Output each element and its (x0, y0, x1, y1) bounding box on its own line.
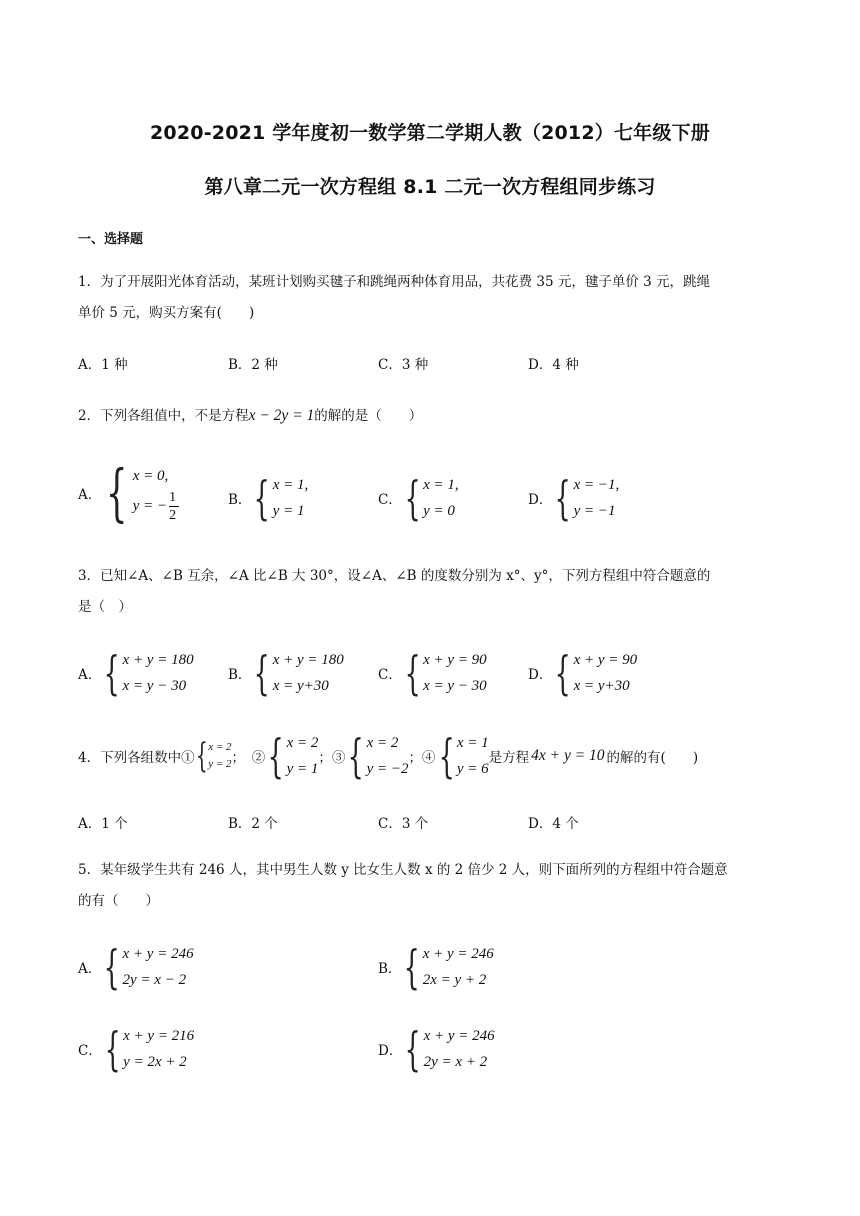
q4-option-d: D．4 个 (528, 816, 579, 832)
q5-option-c (78, 1023, 194, 1075)
equation-line: 2y = x − 2 (122, 972, 187, 988)
brace-icon: { (254, 646, 271, 700)
equation-line: x + y = 90 (573, 652, 638, 668)
q4-system-2 (287, 730, 319, 782)
equation-line: x + y = 216 (123, 1028, 195, 1044)
document-subtitle: 第八章二元一次方程组 8.1 二元一次方程组同步练习 (204, 176, 656, 198)
q3-option-c-system (423, 647, 487, 699)
q4-stem-prefix: 4．下列各组数中① (78, 750, 195, 766)
brace-icon: { (103, 940, 120, 994)
q4-mid: 是方程 (488, 750, 530, 766)
q1-stem-line2: 单价 5 元，购买方案有( ) (78, 305, 255, 321)
equation-line: x = 2 (366, 735, 399, 751)
q4-system-4 (457, 730, 489, 782)
equation-line: x + y = 246 (122, 946, 194, 962)
q5-stem-line2: 的有（ ） (78, 893, 159, 909)
q2-equation: x − 2y = 1 (248, 407, 315, 424)
q4-option-a: A．1 个 (78, 816, 128, 832)
equation-line: y = 2x + 2 (123, 1054, 187, 1070)
q3-option-b-system (273, 647, 344, 699)
q3-stem-line2: 是（ ） (78, 599, 132, 615)
q3-option-b (228, 647, 344, 699)
equation-line: y = 2 (208, 758, 232, 770)
q2-option-c-system (423, 472, 459, 524)
brace-icon: { (103, 646, 120, 700)
equation-line: x = 1 (456, 735, 489, 751)
q5-option-c-label: C． (78, 1043, 102, 1059)
q1-option-c: C．3 种 (378, 357, 429, 373)
equation-line: x + y = 180 (122, 652, 194, 668)
q3-option-d-system (574, 647, 638, 699)
q3-option-b-label: B． (228, 667, 252, 683)
q2-option-c-label: C． (378, 492, 402, 508)
equation-line: 2x = y + 2 (422, 972, 487, 988)
q2-option-a-label: A． (78, 487, 102, 503)
q1-option-b: B．2 种 (228, 357, 278, 373)
brace-icon: { (195, 736, 208, 776)
equation-line: x = 2 (286, 735, 319, 751)
q2-option-b (228, 472, 308, 524)
q5-option-a-system (123, 941, 194, 993)
q2-option-a-system (133, 463, 179, 524)
q3-option-c (378, 647, 487, 699)
equation-line: y = 0 (423, 503, 455, 519)
document-title: 2020-2021 学年度初一数学第二学期人教（2012）七年级下册 (150, 122, 710, 144)
q2-option-d (528, 472, 619, 524)
q5-option-d-system (424, 1023, 495, 1075)
q2-option-c (378, 472, 459, 524)
fraction (169, 489, 179, 524)
brace-icon: { (404, 1022, 422, 1076)
equation-line: x + y = 246 (423, 1028, 495, 1044)
q2-stem (78, 406, 422, 426)
equation-line: x = y − 30 (122, 678, 187, 694)
brace-icon: { (254, 471, 271, 525)
equation-line: y = −1 (573, 503, 616, 519)
brace-icon: { (404, 940, 421, 994)
brace-icon: { (554, 471, 572, 525)
q4-option-c: C．3 个 (378, 816, 429, 832)
equation-line: x = −1, (573, 477, 620, 493)
q3-option-c-label: C． (378, 667, 402, 683)
q2-option-a (78, 456, 179, 529)
q3-option-d (528, 647, 637, 699)
q4-equation: 4x + y = 10 (531, 747, 605, 764)
q5-option-b (378, 941, 494, 993)
brace-icon: { (347, 729, 365, 783)
equation-line: x = y+30 (573, 678, 630, 694)
q4-system-3 (367, 730, 409, 782)
equation-line: x + y = 90 (423, 652, 487, 668)
equation-line: x = 1, (272, 477, 309, 493)
q4-stem-suffix: 的解的有( ) (606, 750, 699, 766)
q3-option-a-label: A． (78, 667, 102, 683)
q4-sep2: ；③ (318, 750, 346, 766)
brace-icon: { (404, 471, 421, 525)
q5-stem-line1: 5．某年级学生共有 246 人，其中男生人数 y 比女生人数 x 的 2 倍少 2 人，则下面所列的方程组中符合题意 (78, 862, 728, 878)
fraction-denominator: 2 (169, 507, 177, 523)
q5-option-d (378, 1023, 495, 1075)
brace-icon: { (554, 646, 572, 700)
brace-icon: { (267, 729, 284, 783)
q3-option-a-system (123, 647, 194, 699)
q2-stem-prefix: 2．下列各组值中，不是方程 (78, 408, 249, 424)
brace-icon: { (438, 729, 455, 783)
q1-option-a: A．1 种 (78, 357, 128, 373)
q5-option-a (78, 941, 194, 993)
q2-option-d-system (574, 472, 620, 524)
q2-option-b-label: B． (228, 492, 252, 508)
q1-stem-line1: 1．为了开展阳光体育活动，某班计划购买毽子和跳绳两种体育用品，共花费 35 元，毽子单价 3 元，跳绳 (78, 274, 711, 290)
q2-option-d-label: D． (528, 492, 553, 508)
q5-option-b-system (423, 941, 494, 993)
q5-option-c-system (123, 1023, 194, 1075)
q4-option-b: B．2 个 (228, 816, 278, 832)
brace-icon: { (104, 1022, 121, 1076)
q3-stem-line1: 3．已知∠A、∠B 互余，∠A 比∠B 大 30°，设∠A、∠B 的度数分别为 x°、y°，下列方程组中符合题意的 (78, 568, 711, 584)
q5-option-b-label: B． (378, 961, 402, 977)
section-heading: 一、选择题 (78, 232, 144, 247)
q2-option-b-system (273, 472, 309, 524)
q4-sep3: ；④ (408, 750, 436, 766)
q4-stem (78, 730, 698, 782)
equation-line: x = 1, (423, 477, 459, 493)
equation-line: 2y = x + 2 (423, 1054, 488, 1070)
equation-line: y = −2 (366, 761, 409, 777)
equation-line: x = 2 (208, 741, 232, 753)
q2-a-eq2: y = − (132, 498, 168, 514)
q3-option-a (78, 647, 194, 699)
equation-line: y = 6 (456, 761, 489, 777)
equation-line: x + y = 246 (422, 946, 494, 962)
q4-system-1 (208, 739, 231, 773)
equation-line: y = 1 (286, 761, 319, 777)
q3-option-d-label: D． (528, 667, 553, 683)
equation-line: x = y+30 (272, 678, 329, 694)
q5-option-a-label: A． (78, 961, 102, 977)
q5-option-d-label: D． (378, 1043, 403, 1059)
brace-icon: { (106, 456, 128, 529)
q2-stem-suffix: 的解的是（ ） (314, 408, 423, 424)
q1-option-d: D．4 种 (528, 357, 579, 373)
brace-icon: { (404, 646, 421, 700)
fraction-numerator: 1 (169, 489, 177, 505)
equation-line: x = y − 30 (423, 678, 487, 694)
q2-a-eq1: x = 0, (132, 467, 169, 484)
equation-line: y = 1 (272, 503, 305, 519)
q4-sep1: ； ② (231, 750, 266, 766)
equation-line: x + y = 180 (272, 652, 344, 668)
